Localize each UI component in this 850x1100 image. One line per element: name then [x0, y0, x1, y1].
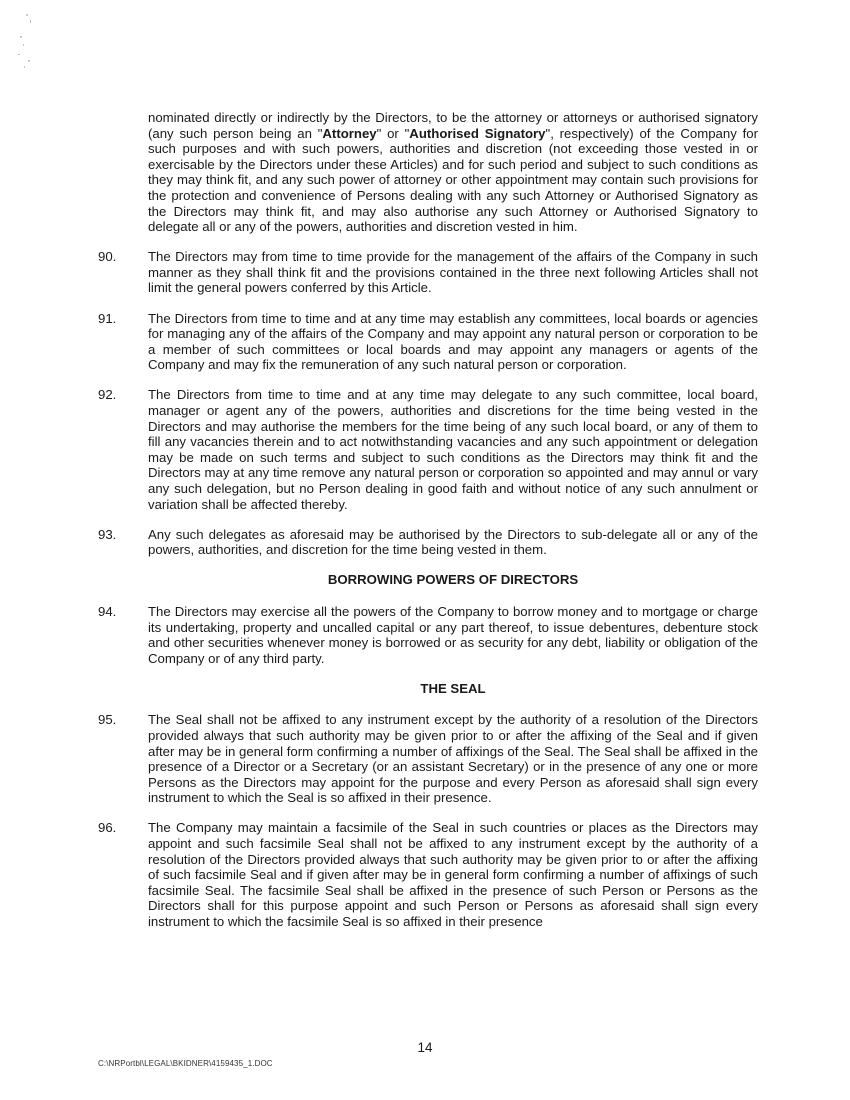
article-text: The Seal shall not be affixed to any instrument except by the authority of a resolution of the Directors provided always that such authority may be given prior to or after the affixing of the Seal and if given after may be in general form confirming a number of affixings of the Seal. The Seal shall be affixed in the presence of a Director or a Secretary (or an assistant Secretary) or in the presence of any one or more Persons as the Directors may appoint for the purpose and every Person as aforesaid shall sign every instrument to which the Seal is so affixed in their presence.	[148, 712, 758, 806]
article-number: 91.	[98, 310, 117, 326]
article-text: The Directors may exercise all the powers of the Company to borrow money and to mortgage or charge its undertaking, property and uncalled capital or any part thereof, to issue debentures, debenture stock and other securities whenever money is borrowed or as security for any debt, liability or obligation of the Company or of any third party.	[148, 603, 758, 666]
document-body	[98, 110, 758, 944]
defined-term-attorney: Attorney	[322, 125, 377, 141]
article-number: 90.	[98, 249, 117, 265]
article-number: 96.	[98, 820, 117, 836]
article-number: 94.	[98, 603, 117, 619]
article-96	[98, 820, 758, 929]
scan-artifact-marks	[14, 14, 44, 74]
article-93	[98, 527, 758, 558]
article-91	[98, 311, 758, 373]
section-heading-borrowing: BORROWING POWERS OF DIRECTORS	[327, 572, 579, 588]
article-90	[98, 249, 758, 296]
intro-paragraph: nominated directly or indirectly by the Directors, to be the attorney or attorneys or authorised signatory (any such person being an "Attorney" or "Authorised Signatory", respectively) of the Company for such purposes and with such powers, authorities and discretion (not exceeding those vested in or exercisable by the Directors under these Articles) and for such period and subject to such conditions as they may think fit, and any such power of attorney or other appointment may contain such provisions for the protection and convenience of Persons dealing with any such Attorney or Authorised Signatory as the Directors may think fit, and may also authorise any such Attorney or Authorised Signatory to delegate all or any of the powers, authorities and discretion vested in him.	[148, 110, 758, 235]
article-94	[98, 604, 758, 666]
article-number: 95.	[98, 712, 117, 728]
page-number: 14	[417, 1040, 433, 1055]
article-text: The Directors from time to time and at any time may delegate to any such committee, local board, manager or agent any of the powers, authorities and discretions for the time being vested in the Directors and may authorise the members for the time being of any such local board, or any of them to fill any vacancies therein and to act notwithstanding vacancies and any such appointment or delegation may be made on such terms and subject to such conditions as the Directors may think fit and the Directors may at any time remove any natural person or corporation so appointed and may annul or vary any such delegation, but no Person dealing in good faith and without notice of any such annulment or variation shall be affected thereby.	[148, 387, 758, 512]
article-95	[98, 712, 758, 806]
defined-term-authorised-signatory: Authorised Signatory	[409, 125, 546, 141]
footer-file-path: C:\NRPortbl\LEGAL\BKIDNER\4159435_1.DOC	[98, 1059, 273, 1068]
article-text: The Directors may from time to time provide for the management of the affairs of the Company in such manner as they shall think fit and the provisions contained in the three next following Articles shall not limit the general powers conferred by this Article.	[148, 249, 758, 296]
article-number: 93.	[98, 526, 117, 542]
article-text: The Company may maintain a facsimile of the Seal in such countries or places as the Directors may appoint and such facsimile Seal shall not be affixed to any instrument except by the authority of a resolution of the Directors provided always that such authority may be given prior to or after the affixing of such facsimile Seal and if given after may be in general form confirming a number of affixings of such facsimile Seal. The facsimile Seal shall be affixed in the presence of such Person or Persons as the Directors shall for this purpose appoint and such Person or Persons as aforesaid shall sign every instrument to which the facsimile Seal is so affixed in their presence	[148, 820, 758, 930]
article-number: 92.	[98, 387, 117, 403]
article-text: The Directors from time to time and at any time may establish any committees, local boards or agencies for managing any of the affairs of the Company and may appoint any natural person or corporation to be a member of such committees or local boards and may appoint any managers or agents of the Company and may fix the remuneration of any such natural person or corporation.	[148, 310, 758, 373]
article-text: Any such delegates as aforesaid may be authorised by the Directors to sub-delegate all or any of the powers, authorities, and discretion for the time being vested in them.	[148, 526, 758, 558]
article-92	[98, 387, 758, 512]
section-heading-seal: THE SEAL	[420, 680, 486, 696]
